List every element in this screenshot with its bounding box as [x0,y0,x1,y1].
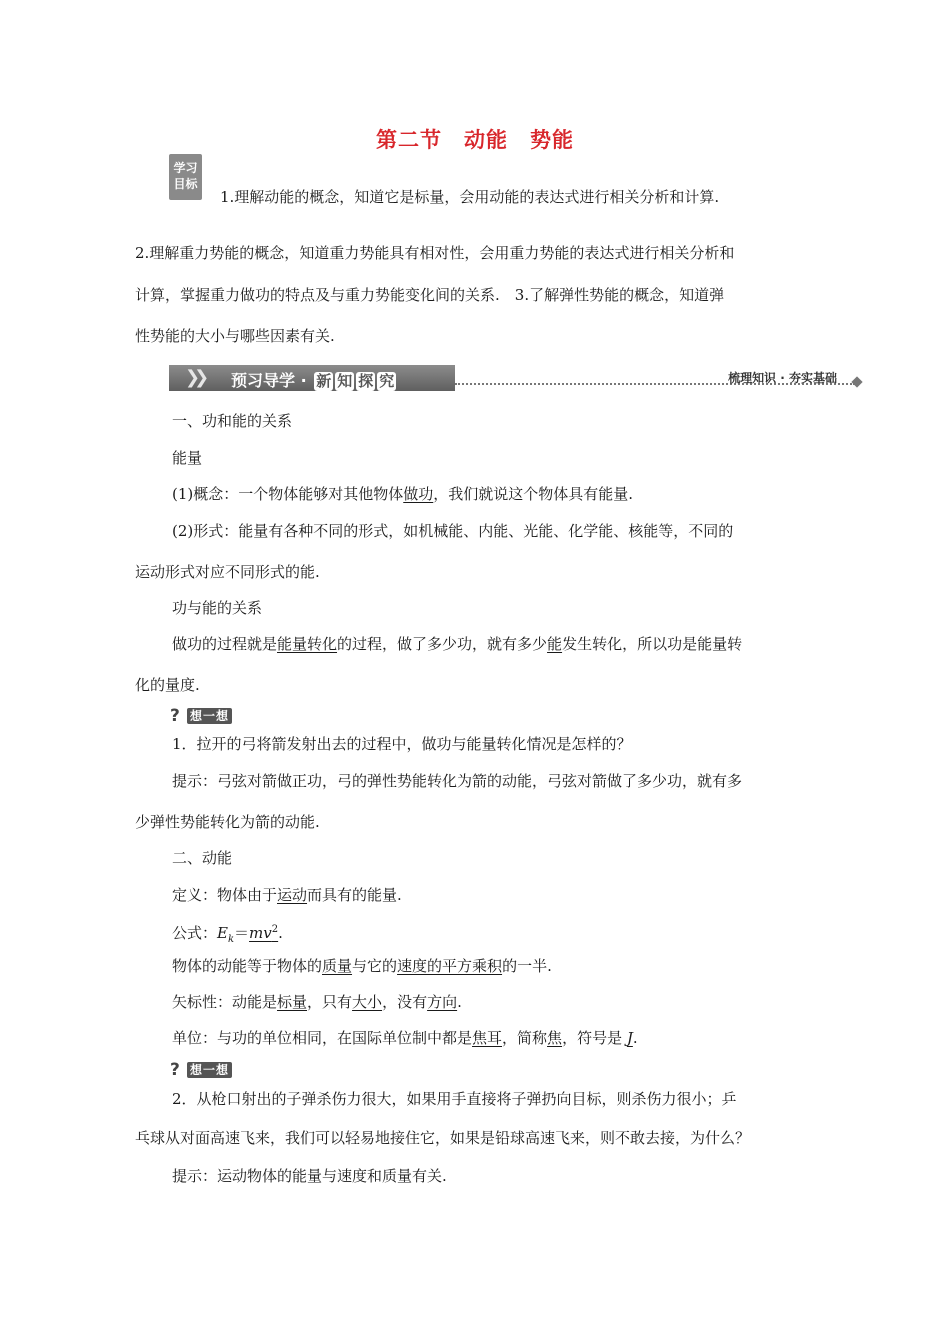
question-mark-icon: ? [170,706,180,726]
hint-text: 少弹性势能转化为箭的动能. [135,813,320,831]
question-mark-icon: ? [170,1060,180,1080]
banner-box-char: 究 [379,372,395,390]
double-chevron-icon: ❯❯ [185,367,204,388]
subheading: 能量 [172,449,203,467]
text-line: 物体的动能等于物体的质量与它的速度的平方乘积的一半. [172,957,552,975]
text-line: 矢标性：动能是标量，只有大小，没有方向. [172,993,462,1011]
formula-line: 公式：$E_k=mv^2$. [172,924,283,945]
objective-line: 性势能的大小与哪些因素有关. [135,327,335,345]
text-line: 运动形式对应不同形式的能. [135,563,320,581]
text-line: (2)形式：能量有各种不同的形式，如机械能、内能、光能、化学能、核能等，不同的 [172,522,734,540]
section-heading: 一、功和能的关系 [172,412,293,430]
objective-line: 1.理解动能的概念，知道它是标量，会用动能的表达式进行相关分析和计算. [220,188,720,206]
banner-bar [169,365,455,391]
badge-line: 学习 [173,161,198,175]
text-line: (1)概念：一个物体能够对其他物体做功，我们就说这个物体具有能量. [172,485,634,503]
page-title: 第二节 动能 势能 [376,127,574,152]
think-marker [170,707,232,725]
think-label: 想一想 [187,1062,232,1078]
think-label: 想一想 [187,708,232,724]
banner-box-char: 探 [358,372,374,390]
banner-box-char: 知 [337,372,353,390]
hint-text: 提示：弓弦对箭做正功，弓的弹性势能转化为箭的动能，弓弦对箭做了多少功，就有多 [172,772,743,790]
hint-text: 提示：运动物体的能量与速度和质量有关. [172,1167,447,1185]
text-line: 单位：与功的单位相同，在国际单位制中都是焦耳，简称焦，符号是 J. [172,1029,638,1047]
learning-goals-badge [169,154,202,200]
question-text: 1．拉开的弓将箭发射出去的过程中，做功与能量转化情况是怎样的？ [172,735,632,753]
question-text: 乓球从对面高速飞来，我们可以轻易地接住它，如果是铅球高速飞来，则不敢去接，为什么？ [135,1129,751,1147]
text-line: 化的量度. [135,676,200,694]
text-line: 定义：物体由于运动而具有的能量. [172,886,402,904]
think-marker [170,1061,232,1079]
section-banner [169,365,869,391]
subheading: 功与能的关系 [172,599,263,617]
objective-line: 计算，掌握重力做功的特点及与重力势能变化间的关系. 3.了解弹性势能的概念，知道弹 [135,286,725,304]
objective-line: 2.理解重力势能的概念，知道重力势能具有相对性，会用重力势能的表达式进行相关分析和 [135,244,735,262]
section-heading: 二、动能 [172,849,233,867]
badge-line: 目标 [173,177,198,191]
banner-label: 预习导学 · 新 知 探 究 [231,371,395,390]
question-text: 2．从枪口射出的子弹杀伤力很大，如果用手直接将子弹扔向目标，则杀伤力很小；乒 [172,1090,737,1108]
banner-subtitle: 梳理知识 · 夯实基础 [728,371,837,385]
text-line: 做功的过程就是能量转化的过程，做了多少功，就有多少能发生转化，所以功是能量转 [172,635,743,653]
banner-box-char: 新 [316,372,332,390]
